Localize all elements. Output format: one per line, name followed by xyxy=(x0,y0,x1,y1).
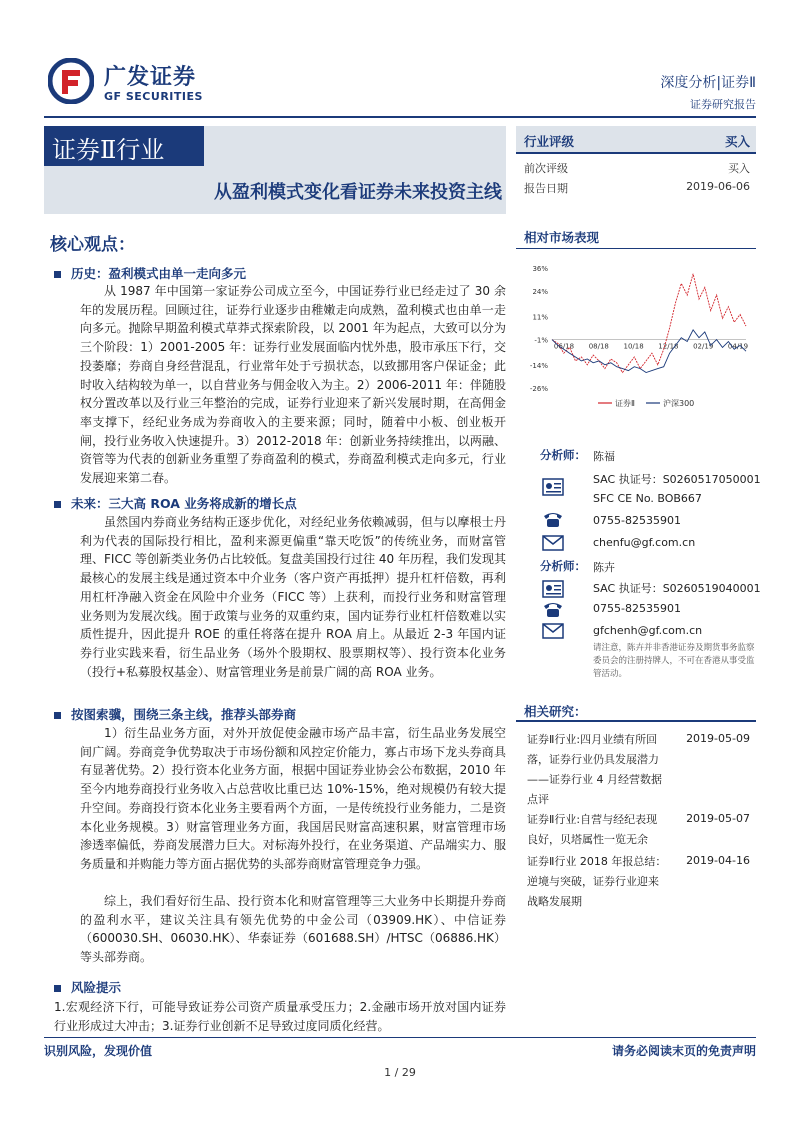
gf-logo-icon xyxy=(48,58,94,104)
market-performance-chart xyxy=(520,258,756,418)
analyst-note: 请注意，陈卉并非香港证券及期货事务监察委员会的注册持牌人，不可在香港从事受监管活动。 xyxy=(593,643,755,679)
report-subtitle: 从盈利模式变化看证券未来投资主线 xyxy=(214,182,502,203)
rating-value: 买入 xyxy=(724,134,750,149)
section-body-risk: 1.宏观经济下行，可能导致证券公司资产质量承受压力；2.金融市场开放对国内证券行业形成过大冲击；3.证券行业创新不足导致过度同质化经营。 xyxy=(54,1000,506,1033)
section-heading-risk: 风险提示 xyxy=(54,978,121,996)
section-body-conclusion: 综上，我们看好衍生品、投行资本化和财富管理等三大业务中长期提升券商的盈利水平，建议关注具有领先优势的中金公司（03909.HK）、中信证券（600030.SH、06030.HK）、华泰证券（601688.SH）/HTSC（06886.HK）等头部券商。 xyxy=(80,894,506,965)
legend-label-securities: 证券Ⅱ xyxy=(615,399,635,408)
analyst-1-sfc: SFC CE No. BOB667 xyxy=(593,492,702,505)
x-tick-label: 12/18 xyxy=(658,342,679,351)
report-date-label: 报告日期 xyxy=(524,182,568,195)
rating-label: 行业评级 xyxy=(524,134,575,149)
section-body-future: 虽然国内券商业务结构正逐步优化，对经纪业务依赖减弱，但与以摩根士丹利为代表的国际投行相比，盈利来源更偏重“靠天吃饭”的传统业务，而财富管理、FICC 等创新类业务仍占比较低。复盘美国投行过往 40 年历程，我们发现其最核心的发展主线是通过资本中介业务（客户资产再抵押）提升杠杆倍数，再利用杠杆净融入资金在风险中介业务（FICC 等）上获利，而投行业务和财富管理业务则为发展次线。囿于政策与业务的双重约束，国内证券行业杠杆倍数难以实质性提升，因此提升 ROE 的重任将落在提升 ROA 肩上。从最近 2-3 年国内证券行业实践来看，衍生品业务（场外个股期权、股票期权等）、投行资本化业务（投行+私募股权基金）、财富管理业务是前景广阔的高 ROA 业务。 xyxy=(80,515,506,679)
y-tick-label: 11% xyxy=(532,313,548,322)
research-divider xyxy=(516,720,756,722)
bullet-icon xyxy=(54,501,61,508)
research-item[interactable]: 证券Ⅱ行业:自营与经纪表现 良好，贝塔属性一览无余 xyxy=(527,813,658,846)
market-performance-title: 相对市场表现 xyxy=(524,230,600,245)
prev-rating-label: 前次评级 xyxy=(524,162,568,175)
logo-text-cn: 广发证券 xyxy=(104,65,197,90)
x-tick-label: 06/18 xyxy=(553,342,575,351)
research-item[interactable]: 证券Ⅱ行业:四月业绩有所回 落，证券行业仍具发展潜力 ——证券行业 4 月经营数据 点评 xyxy=(527,733,662,806)
series-line-securities xyxy=(552,274,749,373)
x-tick-label: 04/19 xyxy=(727,342,749,351)
report-type: 深度分析|证券Ⅱ xyxy=(660,75,756,91)
market-divider xyxy=(516,248,756,249)
email-icon xyxy=(542,622,564,640)
analyst-1-phone: 0755-82535901 xyxy=(593,514,681,527)
y-tick-label: 36% xyxy=(532,265,548,273)
x-tick-label: 10/18 xyxy=(623,342,644,351)
rating-divider xyxy=(516,152,756,154)
analyst-2-sac: SAC 执证号：S0260519040001 xyxy=(593,582,761,595)
analyst-1-label: 分析师： xyxy=(540,448,586,462)
id-card-icon xyxy=(542,580,564,598)
x-tick-label: 08/18 xyxy=(588,342,609,351)
research-date: 2019-04-16 xyxy=(686,854,750,867)
y-tick-label: -1% xyxy=(534,336,548,345)
footer-disclaimer-note: 请务必阅读末页的免责声明 xyxy=(611,1044,756,1058)
bullet-icon xyxy=(54,985,61,992)
y-tick-label: -26% xyxy=(529,385,548,393)
industry-title: 证券Ⅱ行业 xyxy=(52,136,165,164)
page-number: 1 / 29 xyxy=(384,1066,416,1079)
related-research-title: 相关研究： xyxy=(524,704,587,719)
core-view-title: 核心观点： xyxy=(50,235,135,255)
section-body-recommend: 1）衍生品业务方面，对外开放促使金融市场产品丰富，衍生品业务发展空间广阔。券商竞争优势取决于市场份额和风控定价能力，寡占市场下龙头券商具有显著优势。2）投行资本化业务方面，根据中国证券业协会公布数据，2010 年至今内地券商投行业务收入占总营收比重已达 10%-15%，绝对规模仍有较大提升空间。券商投行资本化业务主要看两个方面，一是传统投行业务能力，二是资本化业务规模。3）财富管理业务方面，我国居民财富高速积累，财富管理市场渗透率偏低，券商发展潜力巨大。对标海外投行，在业务渠道、产品端实力、服务质量和并购能力等方面占据优势的头部券商财富管理竞争力强。 xyxy=(80,726,506,871)
analyst-1-email: chenfu@gf.com.cn xyxy=(593,536,696,549)
email-icon xyxy=(542,534,564,552)
report-sub: 证券研究报告 xyxy=(690,98,756,111)
logo-text-en: GF SECURITIES xyxy=(104,90,203,103)
analyst-2-name: 陈卉 xyxy=(593,561,615,574)
research-date: 2019-05-09 xyxy=(686,732,750,745)
x-tick-label: 02/19 xyxy=(693,342,714,351)
research-item[interactable]: 证券Ⅱ行业 2018 年报总结： 逆境与突破，证券行业迎来 战略发展期 xyxy=(527,855,667,908)
prev-rating-value: 买入 xyxy=(728,162,750,175)
footer-divider xyxy=(44,1037,756,1038)
bullet-icon xyxy=(54,712,61,719)
series-line-csi300 xyxy=(552,330,749,373)
y-tick-label: -14% xyxy=(529,361,548,370)
phone-icon xyxy=(542,600,564,618)
analyst-2-label: 分析师： xyxy=(540,559,586,573)
analyst-2-email: gfchenh@gf.com.cn xyxy=(593,624,703,637)
analyst-2-phone: 0755-82535901 xyxy=(593,602,681,615)
section-heading-history: 历史：盈利模式由单一走向多元 xyxy=(54,264,246,282)
header-divider xyxy=(44,116,756,118)
analyst-1-name: 陈福 xyxy=(593,450,615,463)
bullet-icon xyxy=(54,271,61,278)
y-tick-label: 24% xyxy=(532,288,548,297)
section-heading-future: 未来：三大高 ROA 业务将成新的增长点 xyxy=(54,494,297,512)
section-body-history: 从 1987 年中国第一家证券公司成立至今，中国证券行业已经走过了 30 余年的发展历程。回顾过往，证券行业逐步由稚嫩走向成熟，盈利模式也由单一走向多元。抛除早期盈利模式草莽式探索阶段，以 2001 年为起点，大致可以分为三个阶段：1）2001-2005 年：证券行业发展面临内忧外患，股市承压下行，交投萎靡；券商自身经营混乱，行业常年处于亏损状态，以致挪用客户保证金；此时收入结构较为单一，以自营业务与佣金收入为主。2）2006-2011 年：伴随股权分置改革以及行业三年整治的完成，证券行业迎来了新兴发展时期，在高佣金率支撑下，经纪业务成为券商收入的主要来源；同时，随着中小板、创业板开闸，投行业务收入快速提升。3）2012-2018 年：创新业务持续推出，以两融、资管等为代表的创新业务重塑了券商盈利的模式，券商盈利模式走向多元，行业发展迎来第二春。 xyxy=(80,284,506,486)
section-heading-recommend: 按图索骥，围绕三条主线，推荐头部券商 xyxy=(54,705,296,723)
research-date: 2019-05-07 xyxy=(686,812,750,825)
phone-icon xyxy=(542,510,564,528)
id-card-icon xyxy=(542,478,564,496)
report-date-value: 2019-06-06 xyxy=(686,180,750,193)
footer-slogan: 识别风险，发现价值 xyxy=(44,1044,153,1058)
legend-label-csi300: 沪深300 xyxy=(663,399,695,408)
analyst-1-sac: SAC 执证号：S0260517050001 xyxy=(593,473,761,486)
